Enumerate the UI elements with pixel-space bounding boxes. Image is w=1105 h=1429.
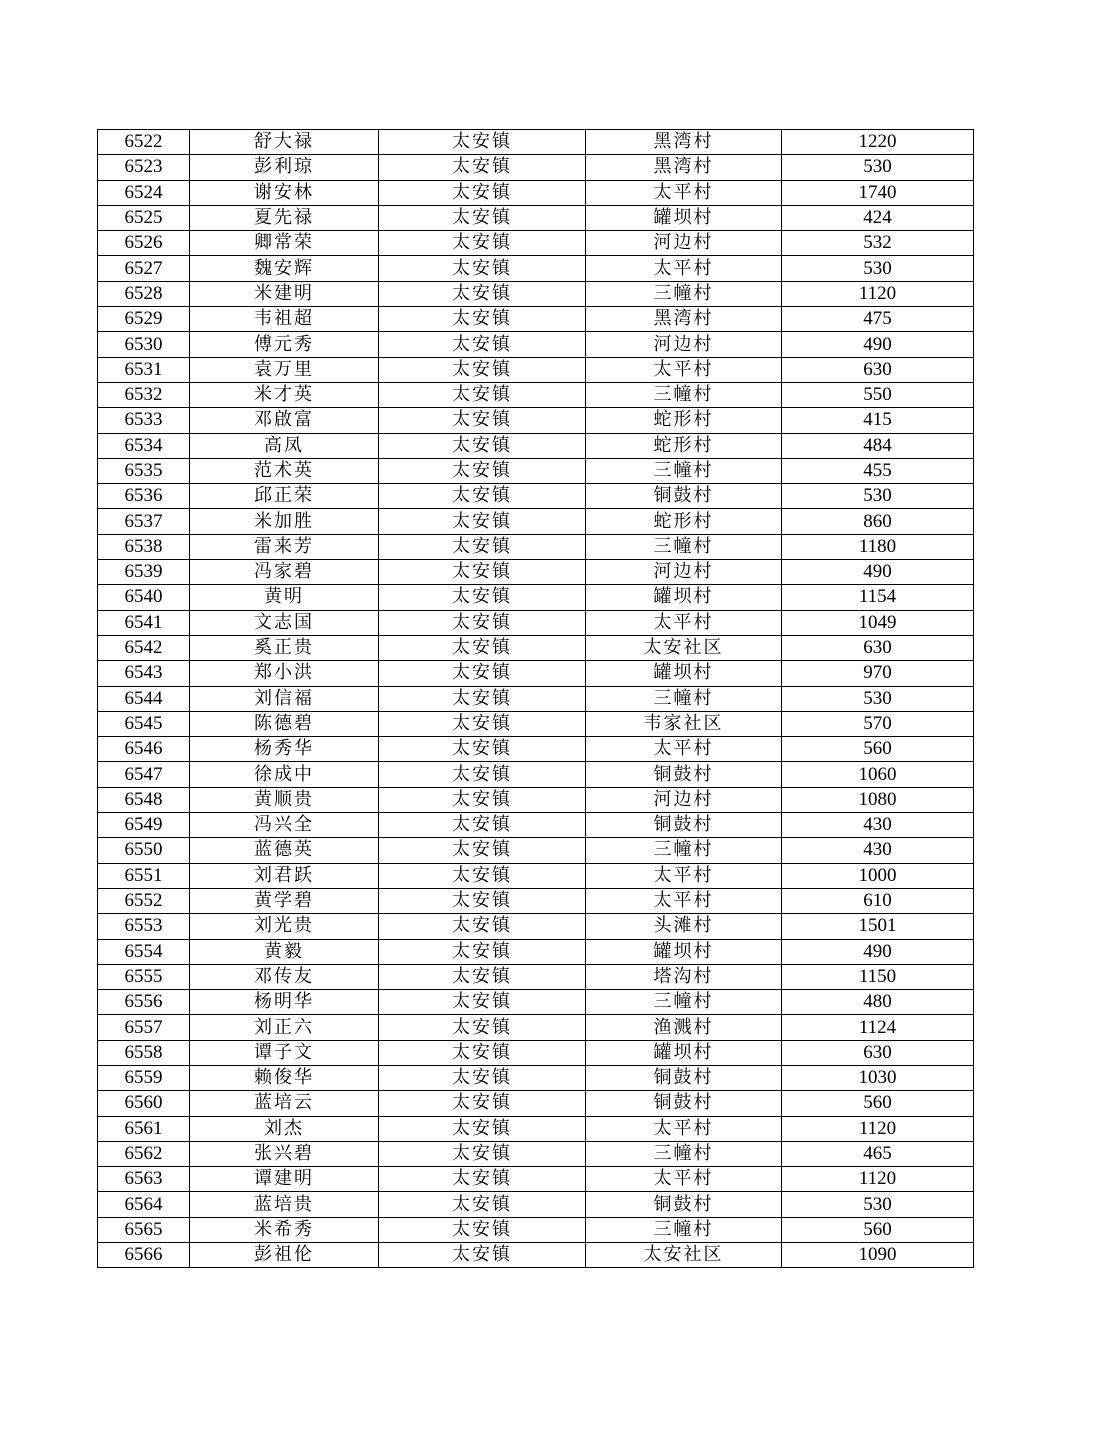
table-row xyxy=(98,458,974,483)
row-id-cell: 6543 xyxy=(98,661,190,686)
row-id-cell: 6533 xyxy=(98,408,190,433)
row-town-cell: 太安镇 xyxy=(379,1065,586,1090)
row-amount-cell: 484 xyxy=(782,433,974,458)
row-name-cell: 彭祖伦 xyxy=(190,1243,379,1268)
row-village-cell: 三幢村 xyxy=(586,686,782,711)
table-row xyxy=(98,180,974,205)
row-id-cell: 6542 xyxy=(98,635,190,660)
table-row xyxy=(98,281,974,306)
row-id-cell: 6540 xyxy=(98,585,190,610)
row-village-cell: 韦家社区 xyxy=(586,711,782,736)
row-village-cell: 塔沟村 xyxy=(586,964,782,989)
row-town-cell: 太安镇 xyxy=(379,1243,586,1268)
row-amount-cell: 1501 xyxy=(782,914,974,939)
row-amount-cell: 630 xyxy=(782,357,974,382)
row-village-cell: 罐坝村 xyxy=(586,205,782,230)
row-id-cell: 6556 xyxy=(98,990,190,1015)
row-name-cell: 邓传友 xyxy=(190,964,379,989)
row-village-cell: 三幢村 xyxy=(586,990,782,1015)
row-name-cell: 刘杰 xyxy=(190,1116,379,1141)
row-name-cell: 刘正六 xyxy=(190,1015,379,1040)
row-village-cell: 黑湾村 xyxy=(586,307,782,332)
row-amount-cell: 1120 xyxy=(782,281,974,306)
row-town-cell: 太安镇 xyxy=(379,408,586,433)
row-id-cell: 6548 xyxy=(98,787,190,812)
row-amount-cell: 1000 xyxy=(782,863,974,888)
row-name-cell: 刘光贵 xyxy=(190,914,379,939)
row-amount-cell: 970 xyxy=(782,661,974,686)
row-name-cell: 米才英 xyxy=(190,382,379,407)
row-village-cell: 蛇形村 xyxy=(586,433,782,458)
table-row xyxy=(98,914,974,939)
row-amount-cell: 560 xyxy=(782,1091,974,1116)
row-town-cell: 太安镇 xyxy=(379,813,586,838)
row-amount-cell: 530 xyxy=(782,155,974,180)
row-town-cell: 太安镇 xyxy=(379,357,586,382)
table-row xyxy=(98,408,974,433)
row-id-cell: 6522 xyxy=(98,130,190,155)
row-name-cell: 米建明 xyxy=(190,281,379,306)
table-row xyxy=(98,635,974,660)
table-row xyxy=(98,205,974,230)
row-name-cell: 米希秀 xyxy=(190,1217,379,1242)
row-village-cell: 三幢村 xyxy=(586,534,782,559)
row-amount-cell: 490 xyxy=(782,332,974,357)
row-id-cell: 6552 xyxy=(98,888,190,913)
table-row xyxy=(98,332,974,357)
row-amount-cell: 1080 xyxy=(782,787,974,812)
row-name-cell: 卿常荣 xyxy=(190,231,379,256)
row-id-cell: 6541 xyxy=(98,610,190,635)
row-amount-cell: 532 xyxy=(782,231,974,256)
row-name-cell: 赖俊华 xyxy=(190,1065,379,1090)
row-town-cell: 太安镇 xyxy=(379,914,586,939)
row-amount-cell: 630 xyxy=(782,1040,974,1065)
table-row xyxy=(98,686,974,711)
row-village-cell: 铜鼓村 xyxy=(586,813,782,838)
row-name-cell: 杨秀华 xyxy=(190,737,379,762)
row-name-cell: 高凤 xyxy=(190,433,379,458)
row-amount-cell: 1049 xyxy=(782,610,974,635)
row-amount-cell: 465 xyxy=(782,1141,974,1166)
row-amount-cell: 1120 xyxy=(782,1116,974,1141)
table-row xyxy=(98,357,974,382)
table-row xyxy=(98,560,974,585)
table-row xyxy=(98,509,974,534)
row-village-cell: 太平村 xyxy=(586,256,782,281)
row-id-cell: 6532 xyxy=(98,382,190,407)
row-name-cell: 夏先禄 xyxy=(190,205,379,230)
row-id-cell: 6554 xyxy=(98,939,190,964)
row-name-cell: 冯兴全 xyxy=(190,813,379,838)
table-row xyxy=(98,534,974,559)
row-id-cell: 6551 xyxy=(98,863,190,888)
row-town-cell: 太安镇 xyxy=(379,762,586,787)
row-name-cell: 黄顺贵 xyxy=(190,787,379,812)
row-amount-cell: 610 xyxy=(782,888,974,913)
row-amount-cell: 630 xyxy=(782,635,974,660)
row-name-cell: 奚正贵 xyxy=(190,635,379,660)
table-row xyxy=(98,307,974,332)
row-amount-cell: 560 xyxy=(782,1217,974,1242)
row-name-cell: 蓝培云 xyxy=(190,1091,379,1116)
table-row xyxy=(98,484,974,509)
row-town-cell: 太安镇 xyxy=(379,939,586,964)
row-name-cell: 彭利琼 xyxy=(190,155,379,180)
row-village-cell: 黑湾村 xyxy=(586,130,782,155)
table-row xyxy=(98,1192,974,1217)
row-village-cell: 三幢村 xyxy=(586,1217,782,1242)
row-village-cell: 太平村 xyxy=(586,1167,782,1192)
row-name-cell: 雷来芳 xyxy=(190,534,379,559)
row-village-cell: 太平村 xyxy=(586,737,782,762)
row-id-cell: 6524 xyxy=(98,180,190,205)
row-id-cell: 6529 xyxy=(98,307,190,332)
table-row xyxy=(98,256,974,281)
row-id-cell: 6535 xyxy=(98,458,190,483)
records-table xyxy=(97,129,974,1268)
row-id-cell: 6538 xyxy=(98,534,190,559)
row-village-cell: 蛇形村 xyxy=(586,509,782,534)
row-town-cell: 太安镇 xyxy=(379,1015,586,1040)
row-town-cell: 太安镇 xyxy=(379,281,586,306)
row-id-cell: 6564 xyxy=(98,1192,190,1217)
row-id-cell: 6550 xyxy=(98,838,190,863)
row-name-cell: 韦祖超 xyxy=(190,307,379,332)
row-town-cell: 太安镇 xyxy=(379,1091,586,1116)
row-village-cell: 三幢村 xyxy=(586,458,782,483)
row-town-cell: 太安镇 xyxy=(379,256,586,281)
row-id-cell: 6558 xyxy=(98,1040,190,1065)
table-row xyxy=(98,762,974,787)
row-name-cell: 米加胜 xyxy=(190,509,379,534)
row-id-cell: 6525 xyxy=(98,205,190,230)
row-village-cell: 三幢村 xyxy=(586,1141,782,1166)
row-id-cell: 6565 xyxy=(98,1217,190,1242)
table-row xyxy=(98,1040,974,1065)
row-amount-cell: 1180 xyxy=(782,534,974,559)
row-town-cell: 太安镇 xyxy=(379,458,586,483)
row-name-cell: 邓啟富 xyxy=(190,408,379,433)
row-village-cell: 铜鼓村 xyxy=(586,1192,782,1217)
row-village-cell: 太平村 xyxy=(586,888,782,913)
table-row xyxy=(98,990,974,1015)
table-row xyxy=(98,863,974,888)
row-id-cell: 6545 xyxy=(98,711,190,736)
row-amount-cell: 415 xyxy=(782,408,974,433)
row-town-cell: 太安镇 xyxy=(379,585,586,610)
row-id-cell: 6530 xyxy=(98,332,190,357)
table-row xyxy=(98,1167,974,1192)
table-row xyxy=(98,838,974,863)
row-village-cell: 铜鼓村 xyxy=(586,762,782,787)
row-amount-cell: 490 xyxy=(782,939,974,964)
row-amount-cell: 490 xyxy=(782,560,974,585)
row-amount-cell: 1740 xyxy=(782,180,974,205)
row-name-cell: 谭子文 xyxy=(190,1040,379,1065)
row-name-cell: 谢安林 xyxy=(190,180,379,205)
row-id-cell: 6553 xyxy=(98,914,190,939)
row-id-cell: 6531 xyxy=(98,357,190,382)
row-name-cell: 蓝德英 xyxy=(190,838,379,863)
table-row xyxy=(98,231,974,256)
row-town-cell: 太安镇 xyxy=(379,661,586,686)
row-town-cell: 太安镇 xyxy=(379,560,586,585)
row-id-cell: 6555 xyxy=(98,964,190,989)
row-village-cell: 蛇形村 xyxy=(586,408,782,433)
row-town-cell: 太安镇 xyxy=(379,686,586,711)
row-village-cell: 罐坝村 xyxy=(586,661,782,686)
row-town-cell: 太安镇 xyxy=(379,838,586,863)
row-town-cell: 太安镇 xyxy=(379,711,586,736)
row-town-cell: 太安镇 xyxy=(379,534,586,559)
row-name-cell: 刘君跃 xyxy=(190,863,379,888)
row-id-cell: 6527 xyxy=(98,256,190,281)
row-village-cell: 三幢村 xyxy=(586,281,782,306)
row-town-cell: 太安镇 xyxy=(379,635,586,660)
row-name-cell: 徐成中 xyxy=(190,762,379,787)
row-town-cell: 太安镇 xyxy=(379,509,586,534)
table-row xyxy=(98,155,974,180)
row-town-cell: 太安镇 xyxy=(379,610,586,635)
row-id-cell: 6557 xyxy=(98,1015,190,1040)
row-village-cell: 铜鼓村 xyxy=(586,1065,782,1090)
row-village-cell: 渔溅村 xyxy=(586,1015,782,1040)
row-village-cell: 铜鼓村 xyxy=(586,484,782,509)
row-town-cell: 太安镇 xyxy=(379,231,586,256)
row-town-cell: 太安镇 xyxy=(379,888,586,913)
row-id-cell: 6546 xyxy=(98,737,190,762)
row-name-cell: 袁万里 xyxy=(190,357,379,382)
row-name-cell: 邱正荣 xyxy=(190,484,379,509)
row-name-cell: 傅元秀 xyxy=(190,332,379,357)
row-amount-cell: 1120 xyxy=(782,1167,974,1192)
row-town-cell: 太安镇 xyxy=(379,130,586,155)
row-id-cell: 6549 xyxy=(98,813,190,838)
row-village-cell: 罐坝村 xyxy=(586,585,782,610)
row-village-cell: 河边村 xyxy=(586,332,782,357)
row-village-cell: 罐坝村 xyxy=(586,939,782,964)
row-town-cell: 太安镇 xyxy=(379,787,586,812)
row-amount-cell: 455 xyxy=(782,458,974,483)
row-village-cell: 铜鼓村 xyxy=(586,1091,782,1116)
row-town-cell: 太安镇 xyxy=(379,737,586,762)
row-id-cell: 6544 xyxy=(98,686,190,711)
table-row xyxy=(98,610,974,635)
row-village-cell: 太平村 xyxy=(586,1116,782,1141)
row-village-cell: 头滩村 xyxy=(586,914,782,939)
row-id-cell: 6560 xyxy=(98,1091,190,1116)
row-town-cell: 太安镇 xyxy=(379,307,586,332)
table-row xyxy=(98,813,974,838)
table-row xyxy=(98,964,974,989)
table-row xyxy=(98,711,974,736)
row-id-cell: 6536 xyxy=(98,484,190,509)
table-row xyxy=(98,1243,974,1268)
row-id-cell: 6537 xyxy=(98,509,190,534)
row-town-cell: 太安镇 xyxy=(379,205,586,230)
row-town-cell: 太安镇 xyxy=(379,484,586,509)
table-row xyxy=(98,1217,974,1242)
row-name-cell: 范术英 xyxy=(190,458,379,483)
row-village-cell: 太平村 xyxy=(586,180,782,205)
row-town-cell: 太安镇 xyxy=(379,990,586,1015)
row-town-cell: 太安镇 xyxy=(379,1040,586,1065)
row-village-cell: 黑湾村 xyxy=(586,155,782,180)
row-amount-cell: 530 xyxy=(782,686,974,711)
row-village-cell: 罐坝村 xyxy=(586,1040,782,1065)
table-row xyxy=(98,1015,974,1040)
records-table-body xyxy=(98,130,974,1268)
row-name-cell: 黄学碧 xyxy=(190,888,379,913)
row-town-cell: 太安镇 xyxy=(379,1167,586,1192)
row-amount-cell: 1220 xyxy=(782,130,974,155)
row-amount-cell: 424 xyxy=(782,205,974,230)
row-amount-cell: 475 xyxy=(782,307,974,332)
table-row xyxy=(98,433,974,458)
row-amount-cell: 1030 xyxy=(782,1065,974,1090)
row-amount-cell: 1124 xyxy=(782,1015,974,1040)
row-amount-cell: 430 xyxy=(782,838,974,863)
row-name-cell: 黄毅 xyxy=(190,939,379,964)
row-town-cell: 太安镇 xyxy=(379,155,586,180)
row-town-cell: 太安镇 xyxy=(379,180,586,205)
row-id-cell: 6526 xyxy=(98,231,190,256)
row-amount-cell: 430 xyxy=(782,813,974,838)
row-village-cell: 太安社区 xyxy=(586,635,782,660)
table-row xyxy=(98,787,974,812)
row-name-cell: 魏安辉 xyxy=(190,256,379,281)
table-row xyxy=(98,382,974,407)
row-name-cell: 舒大禄 xyxy=(190,130,379,155)
row-id-cell: 6561 xyxy=(98,1116,190,1141)
row-amount-cell: 530 xyxy=(782,256,974,281)
row-name-cell: 谭建明 xyxy=(190,1167,379,1192)
row-amount-cell: 570 xyxy=(782,711,974,736)
row-amount-cell: 1090 xyxy=(782,1243,974,1268)
row-amount-cell: 1150 xyxy=(782,964,974,989)
row-town-cell: 太安镇 xyxy=(379,964,586,989)
table-row xyxy=(98,1091,974,1116)
row-id-cell: 6562 xyxy=(98,1141,190,1166)
row-village-cell: 三幢村 xyxy=(586,382,782,407)
row-name-cell: 陈德碧 xyxy=(190,711,379,736)
row-name-cell: 杨明华 xyxy=(190,990,379,1015)
table-row xyxy=(98,1116,974,1141)
row-id-cell: 6547 xyxy=(98,762,190,787)
table-row xyxy=(98,1141,974,1166)
row-village-cell: 太平村 xyxy=(586,610,782,635)
row-name-cell: 张兴碧 xyxy=(190,1141,379,1166)
table-row xyxy=(98,939,974,964)
row-name-cell: 文志国 xyxy=(190,610,379,635)
row-id-cell: 6559 xyxy=(98,1065,190,1090)
row-town-cell: 太安镇 xyxy=(379,1116,586,1141)
row-village-cell: 河边村 xyxy=(586,560,782,585)
row-amount-cell: 560 xyxy=(782,737,974,762)
row-name-cell: 郑小洪 xyxy=(190,661,379,686)
row-amount-cell: 530 xyxy=(782,1192,974,1217)
row-town-cell: 太安镇 xyxy=(379,382,586,407)
row-village-cell: 三幢村 xyxy=(586,838,782,863)
row-amount-cell: 530 xyxy=(782,484,974,509)
row-name-cell: 蓝培贵 xyxy=(190,1192,379,1217)
row-town-cell: 太安镇 xyxy=(379,863,586,888)
table-row xyxy=(98,585,974,610)
row-id-cell: 6566 xyxy=(98,1243,190,1268)
row-village-cell: 太平村 xyxy=(586,357,782,382)
table-row xyxy=(98,130,974,155)
row-name-cell: 刘信福 xyxy=(190,686,379,711)
row-amount-cell: 480 xyxy=(782,990,974,1015)
row-id-cell: 6563 xyxy=(98,1167,190,1192)
row-town-cell: 太安镇 xyxy=(379,332,586,357)
row-village-cell: 河边村 xyxy=(586,787,782,812)
table-row xyxy=(98,661,974,686)
row-amount-cell: 1154 xyxy=(782,585,974,610)
row-town-cell: 太安镇 xyxy=(379,1192,586,1217)
row-town-cell: 太安镇 xyxy=(379,1141,586,1166)
row-name-cell: 冯家碧 xyxy=(190,560,379,585)
row-amount-cell: 1060 xyxy=(782,762,974,787)
row-town-cell: 太安镇 xyxy=(379,1217,586,1242)
row-village-cell: 河边村 xyxy=(586,231,782,256)
table-row xyxy=(98,1065,974,1090)
row-id-cell: 6528 xyxy=(98,281,190,306)
table-row xyxy=(98,737,974,762)
row-id-cell: 6539 xyxy=(98,560,190,585)
table-row xyxy=(98,888,974,913)
row-id-cell: 6534 xyxy=(98,433,190,458)
row-town-cell: 太安镇 xyxy=(379,433,586,458)
row-amount-cell: 550 xyxy=(782,382,974,407)
row-name-cell: 黄明 xyxy=(190,585,379,610)
row-amount-cell: 860 xyxy=(782,509,974,534)
row-village-cell: 太平村 xyxy=(586,863,782,888)
row-village-cell: 太安社区 xyxy=(586,1243,782,1268)
row-id-cell: 6523 xyxy=(98,155,190,180)
